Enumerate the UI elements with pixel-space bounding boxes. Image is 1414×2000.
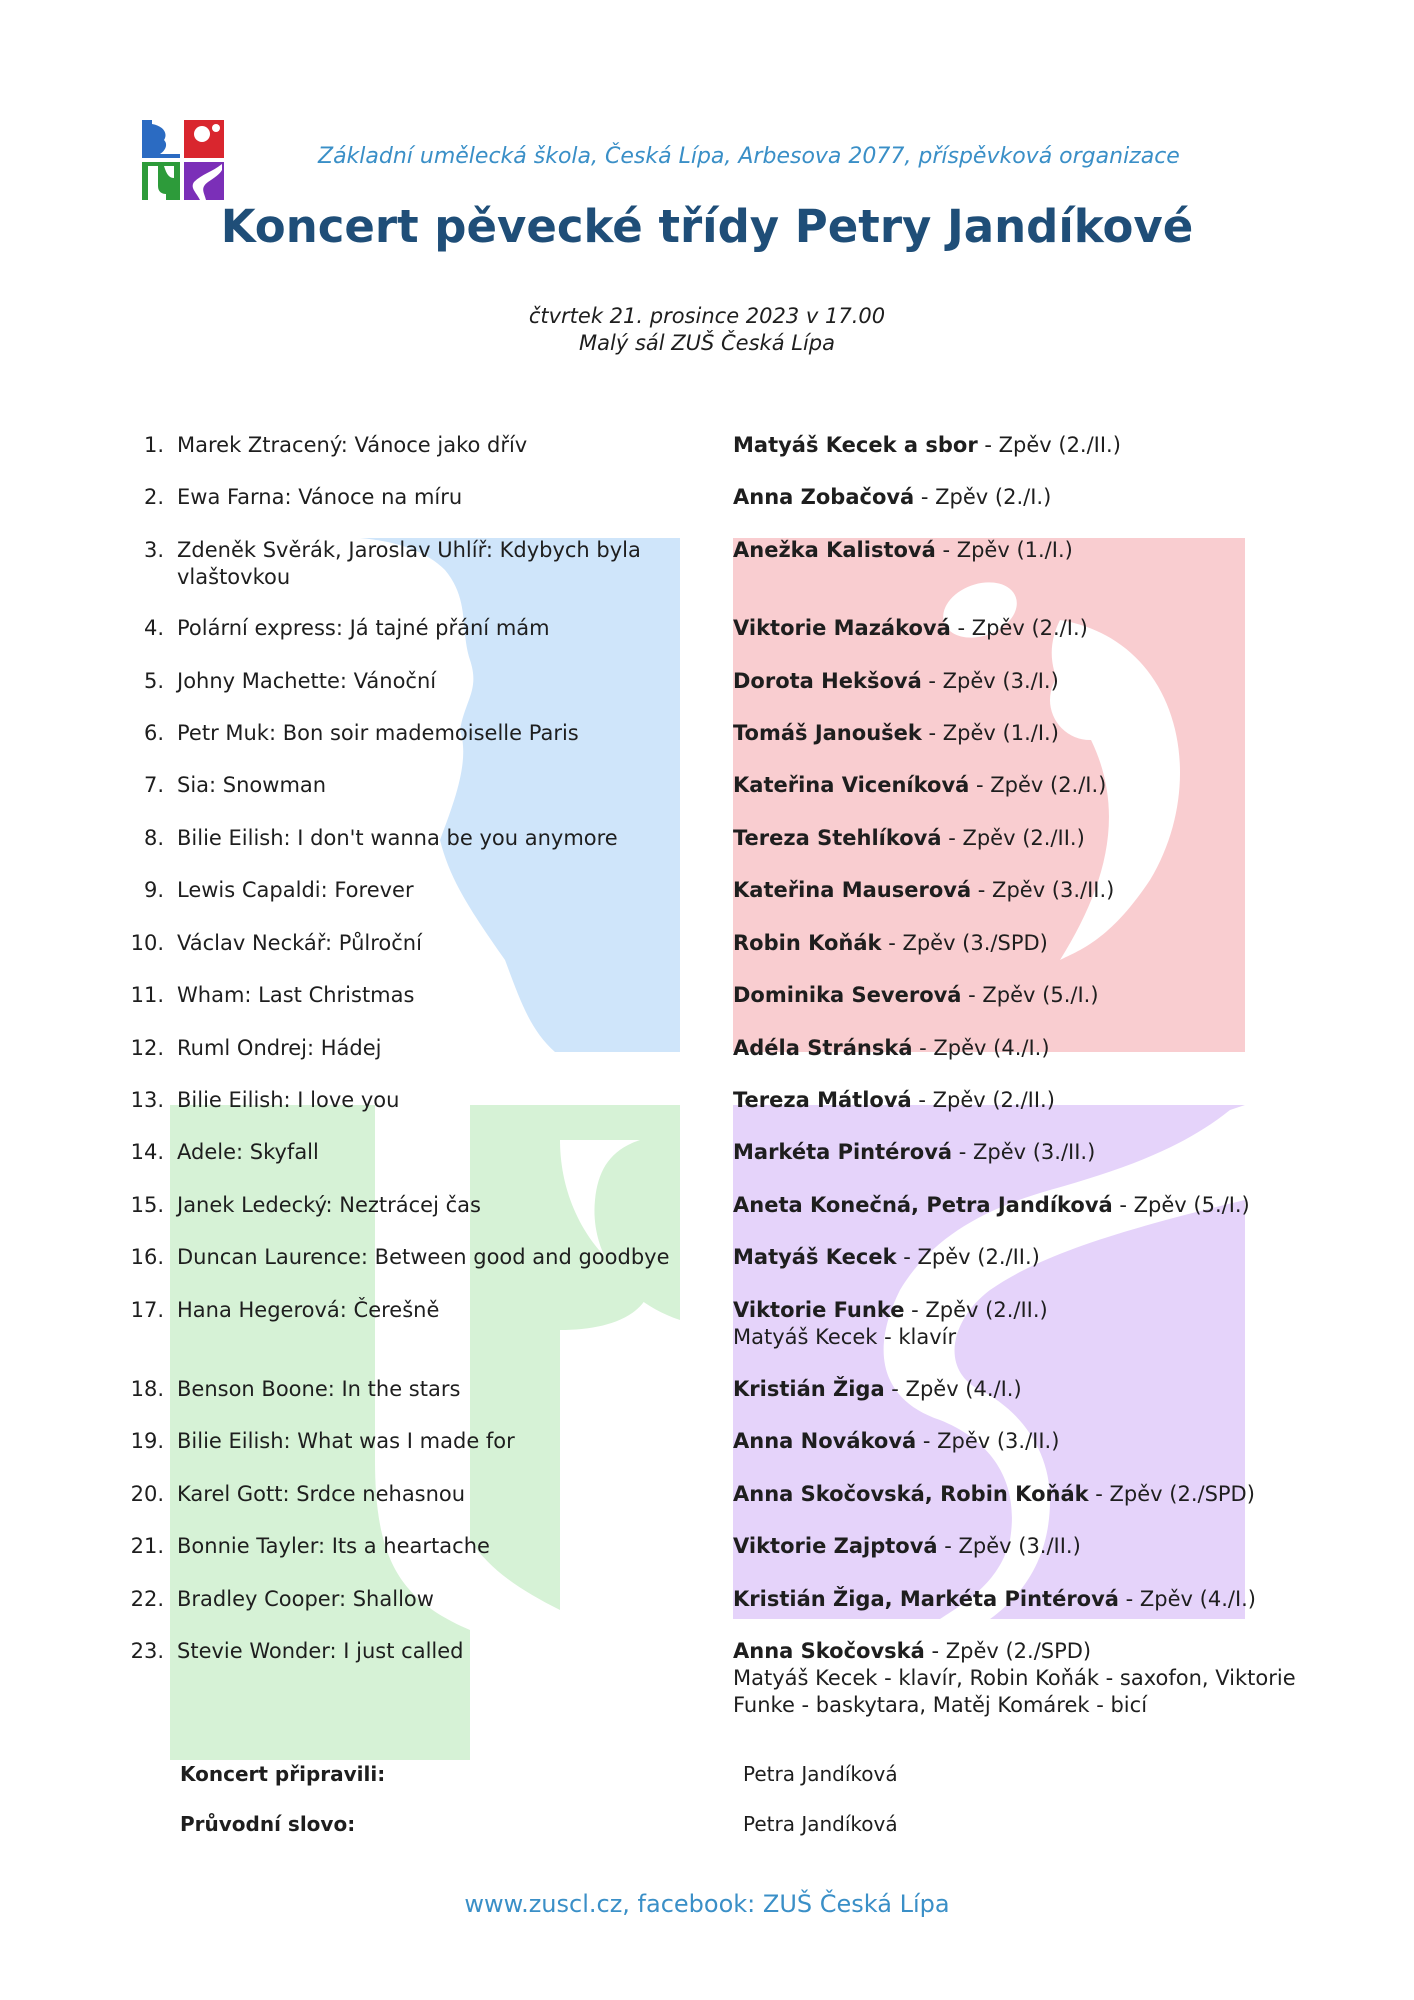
- item-number: 1.: [143, 433, 164, 457]
- performer-detail: - Zpěv (4./I.): [912, 1036, 1050, 1060]
- song-title: Johny Machette: Vánoční: [177, 669, 437, 693]
- song-title: Václav Neckář: Půlroční: [177, 931, 422, 955]
- item-number: 21.: [130, 1534, 164, 1558]
- performer: [733, 1139, 1298, 1166]
- performer-name: Anežka Kalistová: [733, 538, 936, 562]
- song-title: Ewa Farna: Vánoce na míru: [177, 485, 463, 509]
- performer: [733, 930, 1298, 957]
- song-title: Ruml Ondrej: Hádej: [177, 1036, 382, 1060]
- performer-name: Tereza Mátlová: [733, 1088, 912, 1112]
- performer-name: Adéla Stránská: [733, 1036, 913, 1060]
- performer-name: Anna Nováková: [733, 1429, 917, 1453]
- item-number: 19.: [130, 1429, 164, 1453]
- song-title: Bilie Eilish: I love you: [177, 1088, 400, 1112]
- performer-detail: - Zpěv (2./II.): [977, 433, 1121, 457]
- performer-detail: - Zpěv (4./I.): [1118, 1587, 1257, 1611]
- school-name: Základní umělecká škola, Česká Lípa, Arbesova 2077, příspěvková organizace: [318, 144, 1180, 169]
- item-number: 15.: [130, 1193, 164, 1217]
- performer-detail: - Zpěv (5./I.): [961, 983, 1099, 1007]
- song-title: Karel Gott: Srdce nehasnou: [177, 1482, 466, 1506]
- song-title: Bilie Eilish: I don't wanna be you anymore: [177, 826, 618, 850]
- performer-detail: - Zpěv (5./I.): [1112, 1193, 1250, 1217]
- performer-detail: - Zpěv (2./II.): [904, 1298, 1048, 1322]
- song-title: Bilie Eilish: What was I made for: [177, 1429, 515, 1453]
- performer-name: Kristián Žiga, Markéta Pintérová: [733, 1587, 1119, 1611]
- item-number: 14.: [130, 1140, 164, 1164]
- item-number: 6.: [143, 721, 164, 745]
- performer-detail: - Zpěv (3./II.): [937, 1534, 1081, 1558]
- performer: [733, 1376, 1298, 1403]
- performer-detail: - Zpěv (3./II.): [952, 1140, 1096, 1164]
- performer-name: Dominika Severová: [733, 983, 962, 1007]
- performer-name: Dorota Hekšová: [733, 669, 922, 693]
- host-label: Průvodní slovo:: [180, 1812, 356, 1836]
- concert-date: čtvrtek 21. prosince 2023 v 17.00: [528, 304, 886, 328]
- performer-detail: - Zpěv (2./SPD): [924, 1639, 1092, 1663]
- item-number: 9.: [143, 878, 164, 902]
- performer: [733, 484, 1298, 511]
- song-title: Hana Hegerová: Čerešně: [177, 1298, 440, 1322]
- performer: [733, 615, 1298, 642]
- performer-detail: - Zpěv (2./I.): [914, 485, 1052, 509]
- performer-detail: - Zpěv (1./I.): [935, 538, 1073, 562]
- performer-detail: - Zpěv (1./I.): [921, 721, 1059, 745]
- performer: [733, 1192, 1298, 1219]
- song-title: Duncan Laurence: Between good and goodbye: [177, 1245, 670, 1269]
- item-number: 20.: [130, 1482, 164, 1506]
- performer: [733, 668, 1298, 695]
- performer: [733, 1428, 1298, 1455]
- performer: [733, 772, 1298, 799]
- performer-name: Tomáš Janoušek: [733, 721, 922, 745]
- song-title: Zdeněk Svěrák, Jaroslav Uhlíř: Kdybych byla vlaštovkou: [177, 538, 641, 589]
- song-title: Bradley Cooper: Shallow: [177, 1587, 434, 1611]
- performer-detail: - Zpěv (4./I.): [884, 1377, 1022, 1401]
- item-number: 10.: [130, 931, 164, 955]
- item-number: 7.: [143, 773, 164, 797]
- performer: [733, 1638, 1298, 1719]
- performer: [733, 1481, 1298, 1508]
- song-title: Bonnie Tayler: Its a heartache: [177, 1534, 490, 1558]
- item-number: 13.: [130, 1088, 164, 1112]
- performer-name: Robin Koňák: [733, 931, 882, 955]
- page-title: Koncert pěvecké třídy Petry Jandíkové: [220, 200, 1194, 253]
- performer: [733, 1035, 1298, 1062]
- item-number: 5.: [143, 669, 164, 693]
- performer: [733, 1087, 1298, 1114]
- performer-name: Kateřina Mauserová: [733, 878, 972, 902]
- item-number: 18.: [130, 1377, 164, 1401]
- song-title: Marek Ztracený: Vánoce jako dřív: [177, 433, 528, 457]
- performer-detail: - Zpěv (2./I.): [969, 773, 1107, 797]
- concert-venue: Malý sál ZUŠ Česká Lípa: [579, 331, 835, 355]
- performer: [733, 1533, 1298, 1560]
- performer-detail: - Zpěv (2./II.): [941, 826, 1085, 850]
- item-number: 22.: [130, 1587, 164, 1611]
- performer: [733, 877, 1298, 904]
- item-number: 17.: [130, 1298, 164, 1322]
- prepared-value: Petra Jandíková: [743, 1762, 898, 1786]
- performer: [733, 432, 1298, 459]
- performer-name: Matyáš Kecek: [733, 1245, 897, 1269]
- song-title: Sia: Snowman: [177, 773, 327, 797]
- item-number: 16.: [130, 1245, 164, 1269]
- song-title: Lewis Capaldi: Forever: [177, 878, 414, 902]
- performer-name: Markéta Pintérová: [733, 1140, 953, 1164]
- song-title: Wham: Last Christmas: [177, 983, 415, 1007]
- performer-name: Kateřina Viceníková: [733, 773, 970, 797]
- performer-detail: - Zpěv (2./SPD): [1088, 1482, 1255, 1506]
- song-title: Stevie Wonder: I just called: [177, 1639, 464, 1663]
- host-value: Petra Jandíková: [743, 1812, 898, 1836]
- item-number: 11.: [130, 983, 164, 1007]
- performer-name: Viktorie Funke: [733, 1298, 905, 1322]
- accompaniment: Matyáš Kecek - klavír, Robin Koňák - saxofon, Viktorie Funke - baskytara, Matěj Komárek - bicí: [733, 1666, 1296, 1717]
- performer-name: Viktorie Zajptová: [733, 1534, 938, 1558]
- performer: [733, 537, 1298, 564]
- song-title: Polární express: Já tajné přání mám: [177, 616, 550, 640]
- performer-detail: - Zpěv (2./II.): [911, 1088, 1055, 1112]
- song-title: Adele: Skyfall: [177, 1140, 319, 1164]
- performer-detail: - Zpěv (3./I.): [921, 669, 1059, 693]
- performer: [733, 720, 1298, 747]
- song-title: Benson Boone: In the stars: [177, 1377, 461, 1401]
- item-number: 12.: [130, 1036, 164, 1060]
- accompaniment: Matyáš Kecek - klavír: [733, 1325, 957, 1349]
- performer-name: Kristián Žiga: [733, 1377, 885, 1401]
- performer-detail: - Zpěv (3./II.): [971, 878, 1115, 902]
- footer-links: www.zuscl.cz, facebook: ZUŠ Česká Lípa: [464, 1890, 950, 1918]
- performer-name: Anna Skočovská, Robin Koňák: [733, 1482, 1089, 1506]
- performer-name: Aneta Konečná, Petra Jandíková: [733, 1193, 1113, 1217]
- item-number: 8.: [143, 826, 164, 850]
- performer: [733, 1244, 1298, 1271]
- performer: [733, 825, 1298, 852]
- performer-name: Viktorie Mazáková: [733, 616, 951, 640]
- performer-name: Matyáš Kecek a sbor: [733, 433, 978, 457]
- performer: [733, 1586, 1298, 1613]
- prepared-label: Koncert připravili:: [180, 1762, 386, 1786]
- song-title: Janek Ledecký: Neztrácej čas: [177, 1193, 481, 1217]
- item-number: 3.: [143, 538, 164, 562]
- song-title: Petr Muk: Bon soir mademoiselle Paris: [177, 721, 579, 745]
- performer-name: Anna Skočovská: [733, 1639, 925, 1663]
- performer-name: Anna Zobačová: [733, 485, 915, 509]
- item-number: 23.: [130, 1639, 164, 1663]
- performer-detail: - Zpěv (2./II.): [896, 1245, 1040, 1269]
- performer-name: Tereza Stehlíková: [733, 826, 942, 850]
- performer: [733, 982, 1298, 1009]
- item-number: 4.: [143, 616, 164, 640]
- performer-detail: - Zpěv (3./II.): [916, 1429, 1060, 1453]
- item-number: 2.: [143, 485, 164, 509]
- performer-detail: - Zpěv (2./I.): [950, 616, 1088, 640]
- performer-detail: - Zpěv (3./SPD): [881, 931, 1048, 955]
- performer: [733, 1297, 1298, 1351]
